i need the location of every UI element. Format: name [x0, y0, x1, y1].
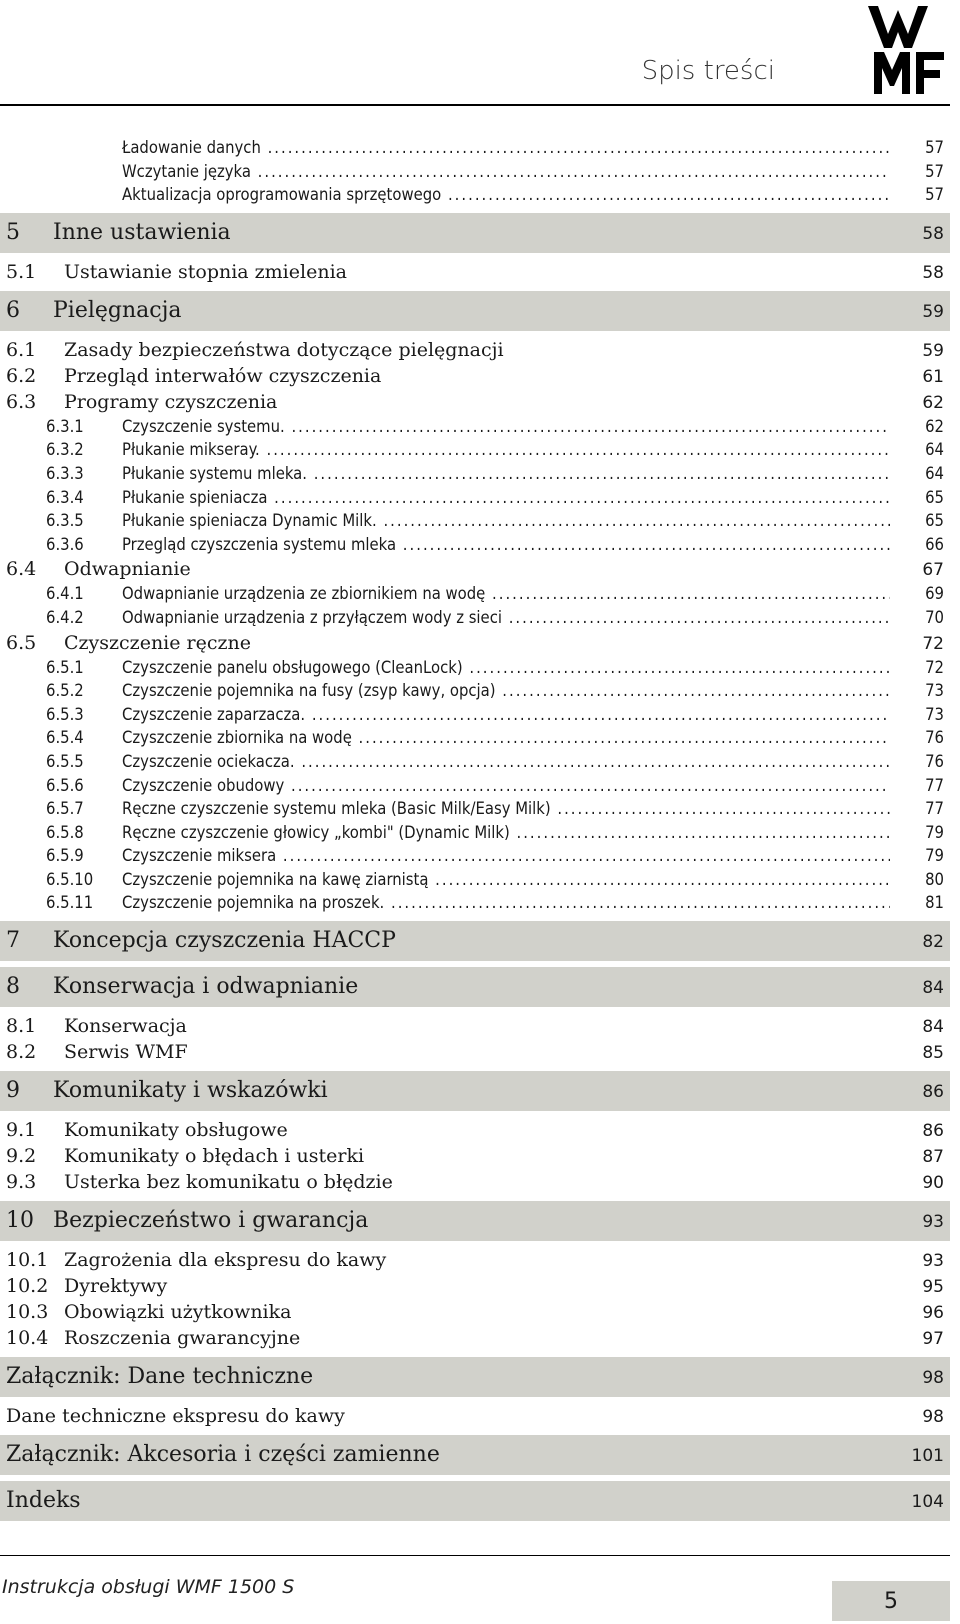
- toc-entry-page: 73: [925, 681, 944, 701]
- toc-entry-label: Czyszczenie zbiornika na wodę .....: [122, 728, 890, 747]
- toc-entry[interactable]: [0, 774, 950, 798]
- toc-entry-page: 98: [922, 1368, 944, 1389]
- toc-entry-number: 6.3.2: [46, 440, 84, 460]
- toc-entry-number: 6.5.4: [46, 728, 84, 748]
- toc-entry-label: Odwapnianie urządzenia z przyłączem wody z sieci .....: [122, 608, 890, 627]
- toc-entry-label: Czyszczenie obudowy .....: [122, 776, 890, 795]
- toc-entry[interactable]: [0, 1117, 950, 1143]
- table-of-contents: [0, 136, 950, 1527]
- toc-entry-number: 6.3.1: [46, 416, 84, 436]
- toc-entry-number: 6.5.3: [46, 704, 84, 724]
- toc-entry-page: 70: [925, 607, 944, 627]
- toc-entry-number: 6.5.11: [46, 893, 94, 913]
- page-number: 5: [884, 1589, 898, 1614]
- toc-entry[interactable]: [0, 1325, 950, 1351]
- toc-entry-page: 59: [922, 340, 944, 361]
- toc-entry-number: 10: [6, 1208, 34, 1234]
- toc-entry[interactable]: [0, 1435, 950, 1475]
- toc-entry-page: 82: [922, 932, 944, 953]
- toc-entry-page: 65: [925, 487, 944, 507]
- toc-entry-number: 6.3.5: [46, 511, 84, 531]
- toc-entry-number: 6.5.2: [46, 681, 84, 701]
- toc-entry-number: 6.5.5: [46, 751, 84, 771]
- toc-entry-label: Czyszczenie zaparzacza. .....: [122, 705, 890, 724]
- toc-entry[interactable]: [0, 438, 950, 462]
- toc-entry-label: Dane techniczne ekspresu do kawy: [6, 1405, 345, 1428]
- toc-entry[interactable]: [0, 891, 950, 915]
- toc-entry-page: 85: [922, 1043, 944, 1064]
- header-rule: [0, 104, 950, 106]
- toc-entry-page: 72: [925, 657, 944, 677]
- toc-entry[interactable]: [0, 136, 950, 160]
- toc-entry[interactable]: [0, 486, 950, 510]
- toc-entry-label: Czyszczenie miksera .....: [122, 846, 890, 865]
- toc-entry-label: Inne ustawienia: [53, 219, 231, 245]
- toc-entry[interactable]: [0, 337, 950, 363]
- toc-entry[interactable]: [0, 630, 950, 656]
- toc-entry-page: 64: [925, 440, 944, 460]
- toc-entry[interactable]: [0, 533, 950, 557]
- toc-entry-label: Ręczne czyszczenie głowicy „kombi" (Dynamic Milk) .....: [122, 823, 890, 842]
- toc-entry-label: Płukanie mikseray. .....: [122, 440, 890, 459]
- toc-entry-page: 58: [922, 223, 944, 244]
- toc-entry-page: 61: [922, 366, 944, 387]
- toc-entry[interactable]: [0, 1481, 950, 1521]
- toc-entry[interactable]: [0, 679, 950, 703]
- toc-entry[interactable]: [0, 1403, 950, 1429]
- toc-entry-page: 57: [925, 161, 944, 181]
- toc-entry-page: 87: [922, 1147, 944, 1168]
- toc-entry-page: 57: [925, 138, 944, 157]
- toc-entry[interactable]: [0, 656, 950, 680]
- toc-entry[interactable]: [0, 1201, 950, 1241]
- toc-entry[interactable]: [0, 582, 950, 606]
- toc-entry[interactable]: [0, 363, 950, 389]
- toc-entry-label: Czyszczenie systemu. .....: [122, 417, 890, 436]
- toc-entry-page: 86: [922, 1121, 944, 1142]
- toc-entry-page: 93: [922, 1212, 944, 1233]
- toc-entry[interactable]: [0, 259, 950, 285]
- toc-entry-page: 59: [922, 301, 944, 322]
- toc-entry-number: 6.5.7: [46, 799, 84, 819]
- toc-entry[interactable]: [0, 1247, 950, 1273]
- toc-entry[interactable]: [0, 556, 950, 582]
- toc-entry-number: 8: [6, 974, 20, 1000]
- toc-entry[interactable]: [0, 1357, 950, 1397]
- toc-entry-label: Dyrektywy: [64, 1275, 168, 1298]
- toc-entry[interactable]: [0, 1071, 950, 1111]
- toc-entry-number: 5: [6, 219, 20, 245]
- toc-entry-label: Komunikaty obsługowe: [64, 1119, 288, 1142]
- toc-entry-page: 84: [922, 978, 944, 999]
- toc-entry-label: Programy czyszczenia: [64, 390, 278, 413]
- toc-entry-label: Czyszczenie ręczne: [64, 631, 251, 654]
- toc-entry-label: Aktualizacja oprogramowania sprzętowego .....: [122, 185, 890, 204]
- toc-entry-number: 9.1: [6, 1119, 37, 1142]
- toc-entry-page: 95: [922, 1277, 944, 1298]
- toc-entry-number: 10.1: [6, 1249, 49, 1272]
- toc-entry-label: Czyszczenie pojemnika na kawę ziarnistą .....: [122, 870, 890, 889]
- toc-entry-page: 101: [911, 1446, 944, 1467]
- toc-entry-label: Czyszczenie ociekacza. .....: [122, 752, 890, 771]
- toc-entry-label: Ręczne czyszczenie systemu mleka (Basic Milk/Easy Milk) .....: [122, 799, 890, 818]
- toc-entry-label: Komunikaty i wskazówki: [53, 1078, 328, 1104]
- toc-entry-label: Załącznik: Akcesoria i części zamienne: [6, 1442, 440, 1468]
- toc-entry[interactable]: [0, 1273, 950, 1299]
- toc-entry[interactable]: [0, 1039, 950, 1065]
- toc-entry-page: 62: [922, 392, 944, 413]
- toc-entry-page: 90: [922, 1173, 944, 1194]
- toc-entry-number: 6.2: [6, 364, 37, 387]
- toc-entry-number: 10.2: [6, 1275, 49, 1298]
- toc-entry-label: Płukanie spieniacza Dynamic Milk. .....: [122, 511, 890, 530]
- toc-entry-page: 86: [922, 1082, 944, 1103]
- toc-entry-page: 104: [911, 1492, 944, 1513]
- toc-entry-label: Wczytanie języka .....: [122, 162, 890, 181]
- toc-entry[interactable]: [0, 1169, 950, 1195]
- toc-entry[interactable]: [0, 509, 950, 533]
- toc-entry-number: 6.5.9: [46, 846, 84, 866]
- toc-entry[interactable]: [0, 1143, 950, 1169]
- toc-entry-number: 8.1: [6, 1015, 37, 1038]
- toc-entry-label: Serwis WMF: [64, 1041, 188, 1064]
- toc-entry-label: Pielęgnacja: [53, 297, 182, 323]
- toc-entry-number: 6.5.6: [46, 775, 84, 795]
- toc-entry-label: Konserwacja i odwapnianie: [53, 974, 359, 1000]
- page-title: Spis treści: [641, 56, 775, 86]
- toc-entry-number: 6.5.1: [46, 657, 84, 677]
- toc-entry-page: 80: [925, 869, 944, 889]
- toc-entry-label: Czyszczenie pojemnika na proszek. .....: [122, 893, 890, 912]
- toc-entry-label: Czyszczenie pojemnika na fusy (zsyp kawy, opcja) .....: [122, 681, 890, 700]
- toc-entry[interactable]: [0, 389, 950, 415]
- toc-entry-label: Załącznik: Dane techniczne: [6, 1364, 314, 1390]
- toc-entry-number: 9.2: [6, 1145, 37, 1168]
- footer-text: Instrukcja obsługi WMF 1500 S: [2, 1576, 295, 1598]
- toc-entry[interactable]: [0, 726, 950, 750]
- toc-entry[interactable]: [0, 1299, 950, 1325]
- toc-entry-page: 58: [922, 262, 944, 283]
- toc-entry-label: Odwapnianie urządzenia ze zbiornikiem na wodę .....: [122, 584, 890, 603]
- toc-entry-page: 72: [922, 633, 944, 654]
- toc-entry-number: 6.1: [6, 338, 37, 361]
- toc-entry-label: Zasady bezpieczeństwa dotyczące pielęgnacji: [64, 338, 504, 361]
- toc-entry-page: 65: [925, 511, 944, 531]
- toc-entry-number: 9: [6, 1078, 20, 1104]
- toc-entry-page: 66: [925, 534, 944, 554]
- toc-entry-number: 6.4.2: [46, 607, 84, 627]
- toc-entry-page: 76: [925, 728, 944, 748]
- toc-entry-page: 77: [925, 775, 944, 795]
- toc-entry-number: 6.5.8: [46, 822, 84, 842]
- toc-entry-page: 84: [922, 1017, 944, 1038]
- toc-entry-number: 10.3: [6, 1301, 49, 1324]
- toc-entry-page: 73: [925, 704, 944, 724]
- toc-entry[interactable]: [0, 967, 950, 1007]
- toc-entry-label: Zagrożenia dla ekspresu do kawy: [64, 1249, 387, 1272]
- toc-entry-label: Koncepcja czyszczenia HACCP: [53, 928, 396, 954]
- toc-entry-number: 6.3.6: [46, 534, 84, 554]
- toc-entry-label: Usterka bez komunikatu o błędzie: [64, 1171, 393, 1194]
- toc-entry-page: 57: [925, 185, 944, 205]
- toc-entry-number: 5.1: [6, 260, 37, 283]
- toc-entry-label: Przegląd interwałów czyszczenia: [64, 364, 382, 387]
- toc-entry[interactable]: [0, 462, 950, 486]
- toc-entry[interactable]: [0, 183, 950, 207]
- toc-entry[interactable]: [0, 415, 950, 439]
- toc-entry-page: 64: [925, 463, 944, 483]
- toc-entry-label: Roszczenia gwarancyjne: [64, 1327, 301, 1350]
- toc-entry-page: 97: [922, 1329, 944, 1350]
- page-number-box: [832, 1581, 950, 1621]
- toc-entry-page: 76: [925, 751, 944, 771]
- toc-entry-page: 79: [925, 822, 944, 842]
- toc-entry-number: 6.5.10: [46, 869, 94, 889]
- toc-entry[interactable]: [0, 160, 950, 184]
- toc-entry[interactable]: [0, 797, 950, 821]
- toc-entry[interactable]: [0, 844, 950, 868]
- toc-entry-page: 62: [925, 416, 944, 436]
- toc-entry[interactable]: [0, 921, 950, 961]
- toc-entry-label: Obowiązki użytkownika: [64, 1301, 292, 1324]
- toc-entry-label: Przegląd czyszczenia systemu mleka .....: [122, 535, 890, 554]
- toc-entry-page: 67: [922, 560, 944, 581]
- toc-entry-number: 7: [6, 928, 20, 954]
- toc-entry-page: 79: [925, 846, 944, 866]
- toc-entry-label: Bezpieczeństwo i gwarancja: [53, 1208, 369, 1234]
- toc-entry[interactable]: [0, 291, 950, 331]
- toc-entry-number: 6.3.3: [46, 463, 84, 483]
- toc-entry[interactable]: [0, 1013, 950, 1039]
- toc-entry-page: 81: [925, 893, 944, 913]
- toc-entry[interactable]: [0, 213, 950, 253]
- toc-entry-page: 93: [922, 1251, 944, 1272]
- toc-entry-number: 6.3.4: [46, 487, 84, 507]
- toc-entry-label: Ładowanie danych .....: [122, 138, 890, 157]
- toc-entry[interactable]: [0, 703, 950, 727]
- toc-entry-number: 6: [6, 297, 20, 323]
- toc-entry-label: Indeks: [6, 1488, 81, 1514]
- toc-entry-label: Płukanie systemu mleka. .....: [122, 464, 890, 483]
- toc-entry-number: 6.5: [6, 631, 37, 654]
- wmf-logo: [868, 4, 948, 96]
- toc-entry-label: Komunikaty o błędach i usterki: [64, 1145, 365, 1168]
- toc-entry-label: Odwapnianie: [64, 558, 191, 581]
- toc-entry[interactable]: [0, 868, 950, 892]
- toc-entry-number: 8.2: [6, 1041, 37, 1064]
- toc-entry[interactable]: [0, 821, 950, 845]
- toc-entry[interactable]: [0, 606, 950, 630]
- toc-entry-number: 10.4: [6, 1327, 49, 1350]
- toc-entry-label: Czyszczenie panelu obsługowego (CleanLock) .....: [122, 658, 890, 677]
- toc-entry-number: 9.3: [6, 1171, 37, 1194]
- toc-entry-number: 6.4: [6, 558, 37, 581]
- toc-entry-page: 96: [922, 1303, 944, 1324]
- toc-entry-page: 98: [922, 1407, 944, 1428]
- toc-entry-label: Ustawianie stopnia zmielenia: [64, 260, 347, 283]
- toc-entry[interactable]: [0, 750, 950, 774]
- footer-rule: [0, 1555, 950, 1556]
- toc-entry-label: Płukanie spieniacza .....: [122, 488, 890, 507]
- toc-entry-number: 6.4.1: [46, 584, 84, 604]
- toc-entry-label: Konserwacja: [64, 1015, 187, 1038]
- toc-entry-number: 6.3: [6, 390, 37, 413]
- toc-entry-page: 77: [925, 799, 944, 819]
- toc-entry-page: 69: [925, 584, 944, 604]
